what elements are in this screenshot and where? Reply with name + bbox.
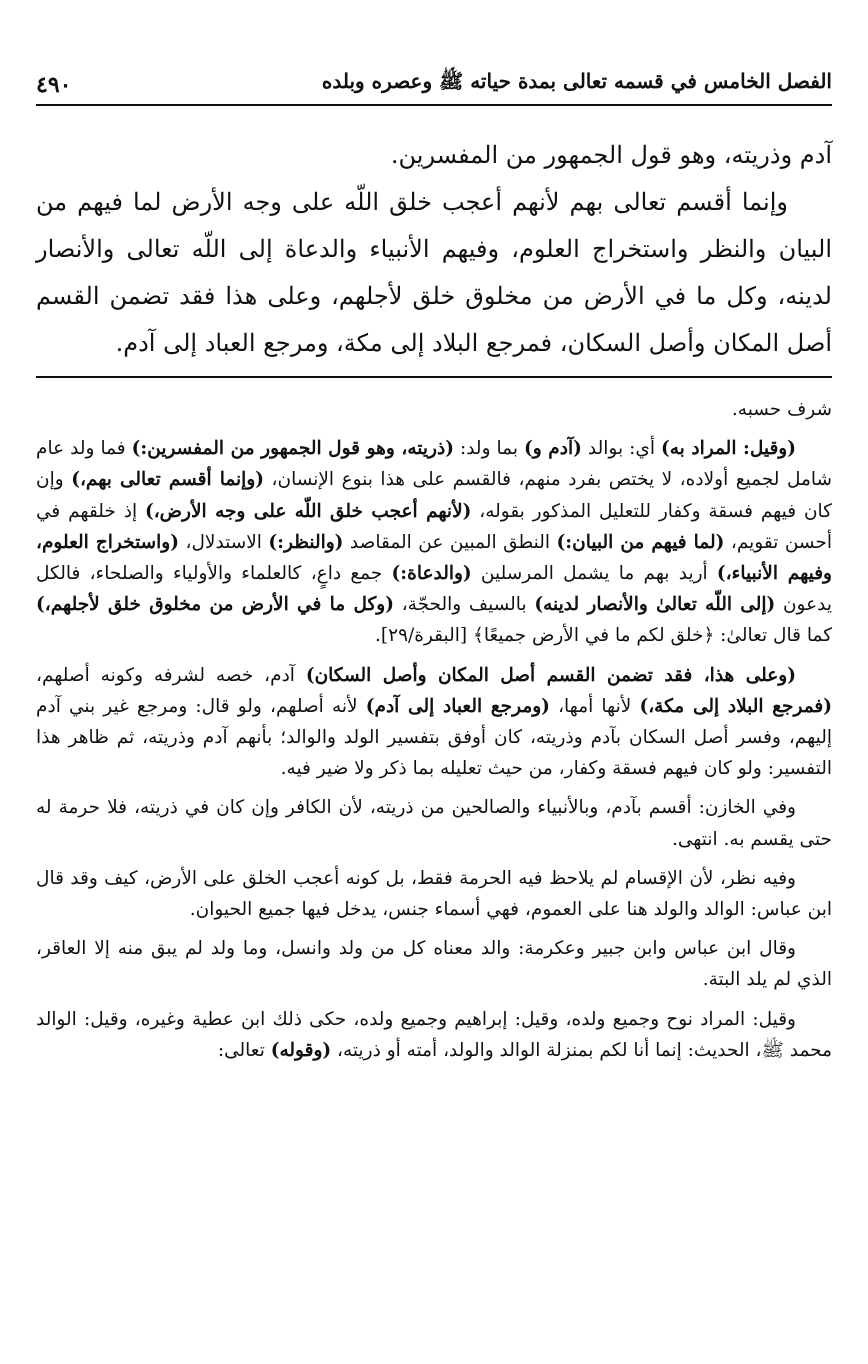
text-run: أي: بوالد (581, 438, 661, 460)
page-number: ٤٩٠ (36, 72, 72, 98)
bold-quote-run: (فمرجع البلاد إلى مكة،) (639, 695, 832, 717)
main-text (36, 132, 832, 367)
text-run: تعالى: (217, 1039, 271, 1061)
text-run: لأنه أصلهم، ولو قال: ومرجع غير بني آدم إليهم، وفسر أصل السكان بآدم وذريته، كان أوفق بتفسير الولد والوالد؛ بأنهم آدم وذريته، ثم ظاهر هذا التفسير: ولو كان فيهم فسقة وكفار، من حيث تعليله بما ذكر ولا ضير فيه. (36, 695, 832, 780)
main-paragraph-2: وإنما أقسم تعالى بهم لأنهم أعجب خلق اللّه على وجه الأرض لما فيهم من البيان والنظر واستخراج العلوم، وفيهم الأنبياء والدعاة إلى اللّه تعالى والأنصار لدينه، وكل ما في الأرض من مخلوق خلق لأجلهم، وعلى هذا فقد تضمن القسم أصل المكان وأصل السكان، فمرجع البلاد إلى مكة، ومرجع العباد إلى آدم. (36, 188, 832, 357)
commentary-paragraph-3: وفي الخازن: أقسم بآدم، وبالأنبياء والصالحين من ذريته، لأن الكافر وإن كان في ذريته، فلا حرمة له حتى يقسم به. انتهى. (36, 797, 832, 850)
text-run: بما ولد: (453, 438, 525, 460)
bold-quote-run: (وإنما أقسم تعالى بهم،) (71, 469, 265, 491)
running-header (36, 58, 832, 106)
text-run: وإن كان فيهم فسقة وكفار للتعليل المذكور بقوله، (36, 469, 832, 522)
commentary-paragraph-5: وقال ابن عباس وابن جبير وعكرمة: والد معناه كل من ولد وانسل، وما ولد لم يبق منه إلا العاقر، الذي لم يلد البتة. (36, 938, 832, 991)
text-run: لأنها أمها، (549, 695, 640, 717)
text-run: أريد بهم ما يشمل المرسلين (471, 563, 717, 585)
commentary-paragraph-4: وفيه نظر، لأن الإقسام لم يلاحظ فيه الحرمة فقط، بل كونه أعجب الخلق على الأرض، كيف وقد قال ابن عباس: الوالد والولد هنا على العموم، فهي أسماء جنس، يدخل فيها جميع الحيوان. (36, 867, 832, 921)
text-run: فما ولد عام شامل لجميع أولاده، لا يختص بفرد منهم، فالقسم على هذا بنوع الإنسان، (36, 438, 832, 491)
bold-quote-run: (وعلى هذا، فقد تضمن القسم أصل المكان وأصل السكان) (305, 664, 796, 686)
bold-quote-run: (والدعاة:) (391, 563, 472, 585)
bold-quote-run: (لأنهم أعجب خلق اللّه على وجه الأرض،) (144, 500, 472, 522)
text-run: كما قال تعالىٰ: ﴿خلق لكم ما في الأرض جميعًا﴾ [البقرة/٢٩]. (375, 625, 832, 647)
commentary-paragraph-0: شرف حسبه. (731, 399, 832, 420)
text-run: جمع داعٍ، كالعلماء والأولياء والصلحاء، فالكل يدعون (36, 563, 833, 616)
text-run: الاستدلال، (179, 531, 269, 553)
bold-quote-run: (ومرجع العباد إلى آدم) (365, 695, 550, 717)
text-run: آدم، خصه لشرفه وكونه أصلهم، (36, 664, 306, 686)
chapter-title: الفصل الخامس في قسمه تعالى بمدة حياته ﷺ وعصره وبلده (321, 69, 832, 93)
bold-quote-run: (واستخراج العلوم، وفيهم الأنبياء،) (36, 531, 832, 585)
footnote-separator (36, 376, 832, 378)
bold-quote-run: (لما فيهم من البيان:) (556, 531, 725, 553)
bold-quote-run: (آدم و) (524, 438, 582, 460)
text-run: بالسيف والحجّة، (393, 594, 535, 616)
commentary-paragraph-1 (36, 433, 832, 651)
main-paragraph-1: آدم وذريته، وهو قول الجمهور من المفسرين. (390, 141, 832, 169)
bold-quote-run: (إلى اللّه تعالىٰ والأنصار لدينه) (534, 594, 776, 616)
text-run: وقيل: المراد نوح وجميع ولده، وقيل: إبراهيم وجميع ولده، حكى ذلك ابن عطية وغيره، وقيل: الوالد محمد ﷺ، الحديث: إنما أنا لكم بمنزلة الوالد والولد، أمته أو ذريته، (36, 1008, 832, 1061)
text-run: النطق المبين عن المقاصد (343, 531, 557, 553)
text-run: إذ خلقهم في أحسن تقويم، (36, 500, 833, 553)
bold-quote-run: (وقوله) (270, 1039, 332, 1061)
bold-quote-run: (وقيل: المراد به) (661, 438, 796, 460)
commentary-paragraph-6 (36, 1004, 832, 1066)
bold-quote-run: (ذريته، وهو قول الجمهور من المفسرين:) (131, 438, 454, 460)
bold-quote-run: (والنظر:) (268, 531, 344, 553)
commentary (36, 394, 832, 1074)
commentary-paragraph-2 (36, 660, 832, 785)
bold-quote-run: (وكل ما في الأرض من مخلوق خلق لأجلهم،) (36, 594, 394, 616)
